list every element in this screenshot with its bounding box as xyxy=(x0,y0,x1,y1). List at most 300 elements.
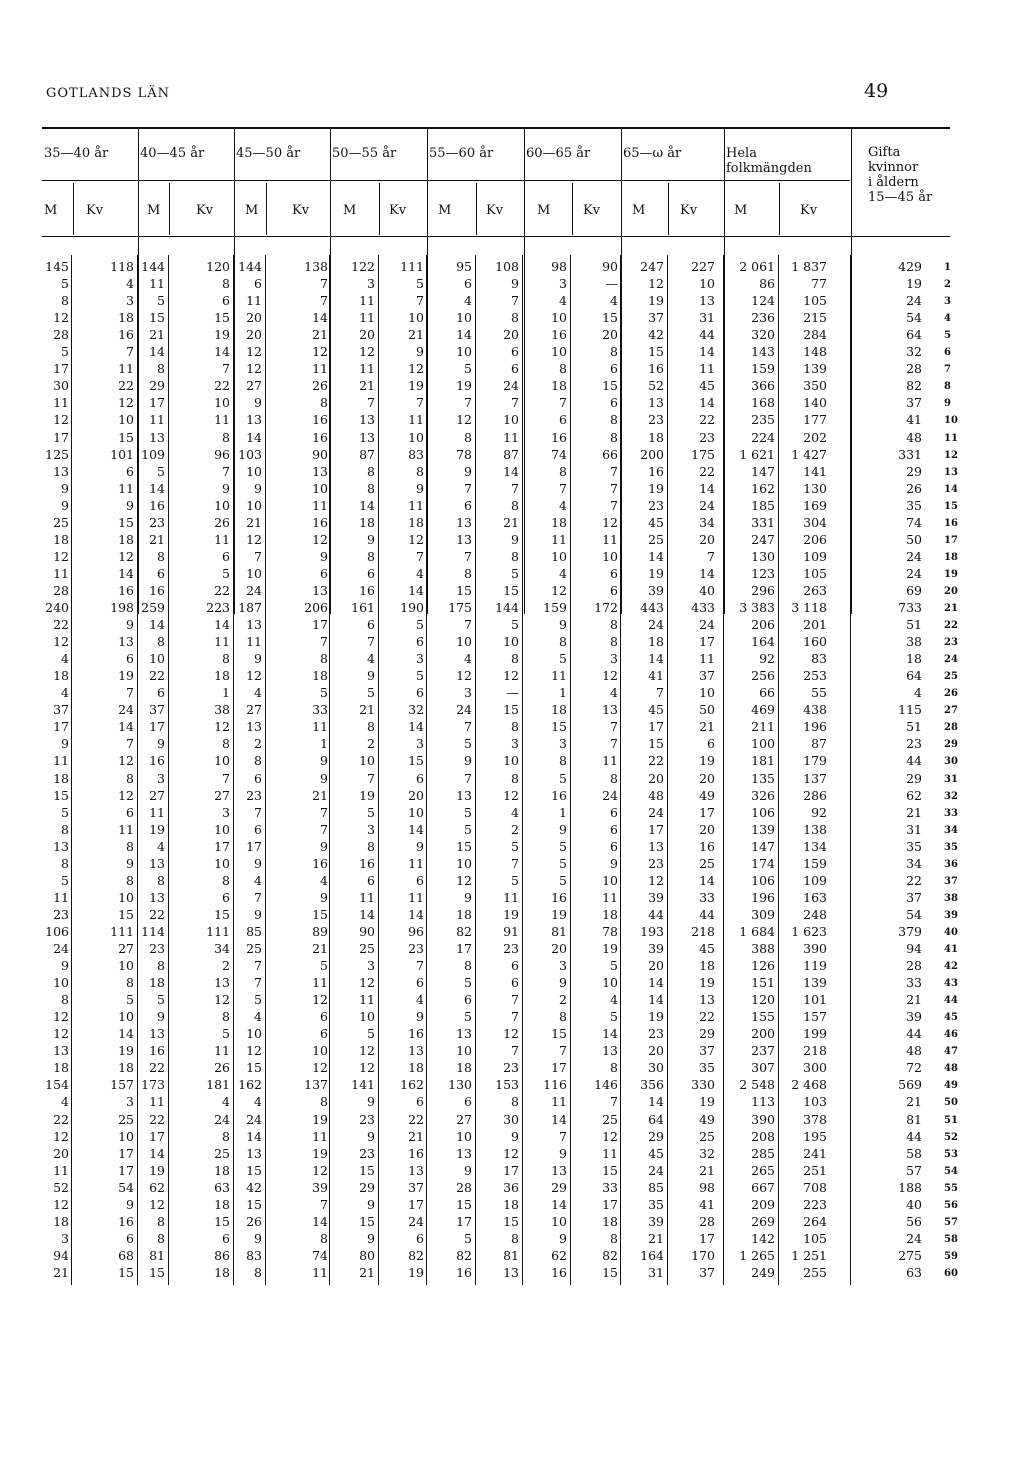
table-cell: 15 xyxy=(408,753,424,769)
table-cell: 87 xyxy=(811,736,827,752)
table-cell: 14 xyxy=(648,992,664,1008)
table-cell: 320 xyxy=(751,327,775,343)
table-cell: 16 xyxy=(149,582,165,598)
table-cell: 10 xyxy=(149,651,165,667)
table-cell: 307 xyxy=(751,1060,775,1076)
table-cell: 1 427 xyxy=(791,446,827,462)
table-cell: 29 xyxy=(906,463,922,479)
table-cell: 19 xyxy=(503,906,519,922)
table-cell: 16 xyxy=(551,429,567,445)
table-cell: 6 xyxy=(511,958,519,974)
table-cell: 6 xyxy=(367,565,375,581)
table-cell: 7 xyxy=(126,344,134,360)
table-cell: 8 xyxy=(157,1230,165,1246)
table-cell: 12 xyxy=(503,1026,519,1042)
table-cell: 19 xyxy=(118,1043,134,1059)
table-cell: 19 xyxy=(149,821,165,837)
table-cell: 14 xyxy=(648,548,664,564)
table-cell: 157 xyxy=(803,1009,827,1025)
table-cell: 78 xyxy=(602,923,618,939)
subheader-kv: Kv xyxy=(486,203,504,218)
table-cell: 9 xyxy=(126,617,134,633)
table-cell: 9 xyxy=(464,463,472,479)
table-cell: 27 xyxy=(118,941,134,956)
table-cell: 23 xyxy=(648,1026,664,1042)
table-cell: 16 xyxy=(312,514,328,530)
table-cell: 10 xyxy=(214,395,230,411)
table-cell: 6 xyxy=(254,276,262,292)
table-cell: 14 xyxy=(503,463,519,479)
table-cell: 8 xyxy=(511,651,519,667)
table-cell: 10 xyxy=(246,1026,262,1042)
table-cell: 10 xyxy=(456,634,472,650)
table-cell: 6 xyxy=(610,821,618,837)
table-cell: 12 xyxy=(503,668,519,684)
table-cell: 12 xyxy=(312,1162,328,1178)
table-cell: 16 xyxy=(149,1043,165,1059)
table-cell: 12 xyxy=(456,872,472,888)
table-cell: 30 xyxy=(648,1060,664,1076)
table-cell: 37 xyxy=(53,702,69,718)
table-cell: 83 xyxy=(408,446,424,462)
table-cell: 9 xyxy=(416,480,424,496)
table-cell: 265 xyxy=(751,1162,775,1178)
table-cell: 11 xyxy=(503,889,519,905)
table-cell: 5 xyxy=(157,463,165,479)
table-cell: 3 383 xyxy=(739,600,775,615)
table-cell: 2 468 xyxy=(791,1077,827,1093)
table-cell: 10 xyxy=(456,310,472,326)
age-label: 28 xyxy=(944,722,958,734)
table-cell: 331 xyxy=(751,514,775,530)
table-cell: 3 118 xyxy=(791,600,827,615)
table-cell: 7 xyxy=(416,293,424,309)
table-cell: 44 xyxy=(699,906,715,922)
age-label: 25 xyxy=(944,671,958,683)
table-cell: 13 xyxy=(503,1264,519,1280)
table-cell: 6 xyxy=(157,565,165,581)
table-cell: 208 xyxy=(751,1128,775,1144)
table-cell: 19 xyxy=(149,1162,165,1178)
table-cell: 23 xyxy=(149,941,165,956)
table-cell: 4 xyxy=(559,293,567,309)
table-cell: 11 xyxy=(53,395,69,411)
body-column-rule xyxy=(850,255,851,1285)
table-cell: 7 xyxy=(320,1196,328,1212)
table-cell: 9 xyxy=(254,855,262,871)
table-cell: 708 xyxy=(803,1179,827,1195)
table-cell: 175 xyxy=(448,600,472,615)
table-cell: 10 xyxy=(246,497,262,513)
table-cell: 7 xyxy=(559,1128,567,1144)
table-cell: 28 xyxy=(699,1213,715,1229)
table-cell: 23 xyxy=(359,1145,375,1161)
table-cell: 13 xyxy=(53,463,69,479)
table-cell: 109 xyxy=(803,872,827,888)
table-cell: 15 xyxy=(118,429,134,445)
table-cell: 179 xyxy=(803,753,827,769)
body-column-rule xyxy=(329,255,330,1285)
table-cell: 31 xyxy=(648,1264,664,1280)
table-cell: 5 xyxy=(320,685,328,701)
table-cell: 6 xyxy=(222,293,230,309)
table-cell: 14 xyxy=(699,872,715,888)
age-label: 60 xyxy=(944,1267,958,1279)
table-cell: 8 xyxy=(157,958,165,974)
table-cell: 41 xyxy=(699,1196,715,1212)
table-cell: 86 xyxy=(759,276,775,292)
body-column-rule xyxy=(570,255,571,1285)
table-cell: 11 xyxy=(602,1145,618,1161)
table-cell: 22 xyxy=(149,668,165,684)
table-cell: 32 xyxy=(408,702,424,718)
table-cell: 30 xyxy=(53,378,69,394)
table-cell: 10 xyxy=(246,565,262,581)
table-cell: 12 xyxy=(214,719,230,735)
table-cell: 74 xyxy=(906,514,922,530)
table-cell: 390 xyxy=(803,941,827,956)
table-cell: 13 xyxy=(312,582,328,598)
table-cell: 11 xyxy=(408,497,424,513)
table-cell: 17 xyxy=(53,719,69,735)
table-cell: 23 xyxy=(53,906,69,922)
table-cell: 13 xyxy=(246,1145,262,1161)
table-cell: 10 xyxy=(214,821,230,837)
table-cell: 168 xyxy=(751,395,775,411)
table-cell: 21 xyxy=(906,1094,922,1110)
table-cell: 45 xyxy=(648,702,664,718)
table-cell: 11 xyxy=(359,310,375,326)
table-cell: 15 xyxy=(602,1162,618,1178)
group-header-3: 45—50 år xyxy=(236,146,301,161)
table-cell: 7 xyxy=(610,480,618,496)
table-cell: 25 xyxy=(699,1128,715,1144)
table-cell: 9 xyxy=(254,480,262,496)
table-cell: 87 xyxy=(359,446,375,462)
table-cell: 17 xyxy=(118,1145,134,1161)
table-cell: 9 xyxy=(126,497,134,513)
table-cell: 13 xyxy=(456,1145,472,1161)
table-cell: 31 xyxy=(699,310,715,326)
table-cell: 1 265 xyxy=(739,1247,775,1263)
table-cell: 8 xyxy=(511,770,519,786)
table-cell: 263 xyxy=(803,582,827,598)
table-cell: 16 xyxy=(118,327,134,343)
table-cell: 92 xyxy=(759,651,775,667)
table-cell: 20 xyxy=(53,1145,69,1161)
table-cell: 39 xyxy=(648,941,664,956)
table-cell: 8 xyxy=(610,1060,618,1076)
table-cell: 14 xyxy=(408,582,424,598)
table-cell: 18 xyxy=(53,531,69,547)
table-cell: 17 xyxy=(602,1196,618,1212)
table-cell: 96 xyxy=(408,923,424,939)
table-cell: 57 xyxy=(906,1162,922,1178)
table-cell: 15 xyxy=(456,1196,472,1212)
table-cell: 105 xyxy=(803,293,827,309)
table-cell: 6 xyxy=(320,1026,328,1042)
table-cell: 19 xyxy=(312,1111,328,1127)
table-cell: 77 xyxy=(811,276,827,292)
table-cell: 16 xyxy=(648,463,664,479)
subcolumn-divider xyxy=(668,183,669,235)
table-cell: 10 xyxy=(408,804,424,820)
table-cell: 1 623 xyxy=(791,923,827,939)
table-cell: 6 xyxy=(254,770,262,786)
table-cell: 24 xyxy=(246,582,262,598)
age-label: 47 xyxy=(944,1046,958,1058)
table-cell: 3 xyxy=(126,1094,134,1110)
table-cell: 23 xyxy=(503,1060,519,1076)
table-cell: 7 xyxy=(464,617,472,633)
table-cell: 14 xyxy=(551,1111,567,1127)
table-cell: 94 xyxy=(906,941,922,956)
table-cell: 17 xyxy=(699,634,715,650)
table-cell: 37 xyxy=(408,1179,424,1195)
table-cell: 12 xyxy=(149,1196,165,1212)
gifta-kvinnor-header xyxy=(868,145,932,205)
age-label: 6 xyxy=(944,347,951,359)
table-cell: 22 xyxy=(118,378,134,394)
column-divider xyxy=(851,128,852,614)
table-cell: 1 621 xyxy=(739,446,775,462)
table-cell: 48 xyxy=(648,787,664,803)
table-cell: 124 xyxy=(751,293,775,309)
table-cell: 10 xyxy=(214,497,230,513)
table-cell: 24 xyxy=(648,1162,664,1178)
table-cell: 9 xyxy=(157,736,165,752)
table-cell: 28 xyxy=(53,327,69,343)
table-cell: 24 xyxy=(699,617,715,633)
table-cell: 13 xyxy=(118,634,134,650)
table-cell: 12 xyxy=(551,582,567,598)
table-cell: 11 xyxy=(53,565,69,581)
table-cell: 6 xyxy=(610,395,618,411)
table-cell: 6 xyxy=(707,736,715,752)
table-cell: 5 xyxy=(61,276,69,292)
table-cell: 175 xyxy=(691,446,715,462)
table-cell: 23 xyxy=(648,412,664,428)
table-cell: 19 xyxy=(551,906,567,922)
table-cell: 14 xyxy=(456,327,472,343)
table-cell: 9 xyxy=(367,1128,375,1144)
table-cell: 6 xyxy=(416,770,424,786)
table-cell: 7 xyxy=(610,736,618,752)
table-cell: 15 xyxy=(456,582,472,598)
table-cell: 18 xyxy=(53,770,69,786)
table-cell: 215 xyxy=(803,310,827,326)
table-cell: 198 xyxy=(110,600,134,615)
table-cell: 9 xyxy=(559,1230,567,1246)
table-cell: 379 xyxy=(898,923,922,939)
table-cell: 19 xyxy=(906,276,922,292)
table-cell: 23 xyxy=(246,787,262,803)
table-cell: 13 xyxy=(408,1043,424,1059)
table-cell: 7 xyxy=(610,1094,618,1110)
table-cell: 7 xyxy=(464,395,472,411)
table-cell: 201 xyxy=(803,617,827,633)
table-cell: 12 xyxy=(602,1128,618,1144)
table-cell: 14 xyxy=(699,395,715,411)
table-cell: 10 xyxy=(246,463,262,479)
table-cell: 94 xyxy=(53,1247,69,1263)
age-label: 46 xyxy=(944,1029,958,1041)
table-cell: 5 xyxy=(367,685,375,701)
table-cell: 16 xyxy=(359,582,375,598)
table-cell: 52 xyxy=(53,1179,69,1195)
table-cell: 14 xyxy=(648,1094,664,1110)
table-cell: 24 xyxy=(456,702,472,718)
table-cell: 223 xyxy=(803,1196,827,1212)
table-cell: 10 xyxy=(551,344,567,360)
table-cell: 8 xyxy=(222,736,230,752)
age-label: 4 xyxy=(944,313,951,325)
table-cell: 10 xyxy=(503,412,519,428)
table-cell: 5 xyxy=(511,838,519,854)
table-cell: 74 xyxy=(551,446,567,462)
table-cell: 19 xyxy=(359,787,375,803)
table-cell: 160 xyxy=(803,634,827,650)
table-cell: 147 xyxy=(751,463,775,479)
table-cell: 142 xyxy=(751,1230,775,1246)
table-cell: 177 xyxy=(803,412,827,428)
table-cell: 25 xyxy=(648,531,664,547)
table-cell: 22 xyxy=(408,1111,424,1127)
table-cell: 155 xyxy=(751,1009,775,1025)
table-cell: 44 xyxy=(906,1128,922,1144)
table-cell: 23 xyxy=(408,941,424,956)
age-label: 21 xyxy=(944,603,958,614)
table-cell: 26 xyxy=(214,514,230,530)
table-cell: 8 xyxy=(511,1230,519,1246)
table-cell: 7 xyxy=(254,804,262,820)
table-cell: 23 xyxy=(906,736,922,752)
table-cell: 25 xyxy=(359,941,375,956)
table-cell: 21 xyxy=(648,1230,664,1246)
table-cell: 22 xyxy=(699,463,715,479)
table-cell: 130 xyxy=(751,548,775,564)
table-cell: 7 xyxy=(464,548,472,564)
table-cell: 11 xyxy=(312,1264,328,1280)
table-cell: 8 xyxy=(157,548,165,564)
table-cell: 6 xyxy=(367,617,375,633)
table-cell: 1 251 xyxy=(791,1247,827,1263)
table-cell: 14 xyxy=(359,906,375,922)
table-cell: 17 xyxy=(699,1230,715,1246)
table-cell: 10 xyxy=(503,753,519,769)
table-cell: 16 xyxy=(551,787,567,803)
subheader-kv: Kv xyxy=(389,203,407,218)
table-cell: 28 xyxy=(456,1179,472,1195)
table-cell: 6 xyxy=(416,1094,424,1110)
table-cell: 81 xyxy=(149,1247,165,1263)
table-cell: 15 xyxy=(359,1213,375,1229)
table-cell: 667 xyxy=(751,1179,775,1195)
table-cell: 253 xyxy=(803,668,827,684)
table-cell: 19 xyxy=(602,941,618,956)
table-cell: 26 xyxy=(214,1060,230,1076)
table-cell: 25 xyxy=(699,855,715,871)
table-cell: 29 xyxy=(149,378,165,394)
table-cell: 264 xyxy=(803,1213,827,1229)
table-cell: 443 xyxy=(640,600,664,615)
table-cell: 14 xyxy=(699,565,715,581)
table-cell: 9 xyxy=(254,906,262,922)
table-cell: 7 xyxy=(511,293,519,309)
table-cell: 10 xyxy=(118,889,134,905)
table-cell: 12 xyxy=(53,634,69,650)
table-cell: 154 xyxy=(45,1077,69,1093)
table-cell: 5 xyxy=(559,651,567,667)
table-cell: 7 xyxy=(367,634,375,650)
table-cell: 5 xyxy=(464,804,472,820)
table-cell: 12 xyxy=(408,361,424,377)
table-cell: 17 xyxy=(149,1128,165,1144)
table-cell: 3 xyxy=(464,685,472,701)
table-cell: 6 xyxy=(320,1009,328,1025)
table-cell: 109 xyxy=(141,446,165,462)
table-cell: 4 xyxy=(416,992,424,1008)
table-cell: 8 xyxy=(157,361,165,377)
table-cell: 90 xyxy=(602,259,618,274)
age-label: 53 xyxy=(944,1148,958,1160)
table-cell: 284 xyxy=(803,327,827,343)
table-cell: 6 xyxy=(416,975,424,991)
table-cell: 5 xyxy=(61,804,69,820)
table-cell: 17 xyxy=(214,838,230,854)
table-cell: 14 xyxy=(551,1196,567,1212)
table-cell: 11 xyxy=(699,361,715,377)
table-cell: 4 xyxy=(254,685,262,701)
table-cell: 3 xyxy=(559,276,567,292)
table-cell: 12 xyxy=(312,531,328,547)
table-cell: 11 xyxy=(312,497,328,513)
table-cell: 4 xyxy=(126,276,134,292)
table-cell: 8 xyxy=(416,463,424,479)
table-cell: 286 xyxy=(803,787,827,803)
table-cell: 23 xyxy=(648,497,664,513)
table-cell: 106 xyxy=(751,872,775,888)
table-cell: 12 xyxy=(246,361,262,377)
table-cell: 12 xyxy=(359,975,375,991)
table-cell: 48 xyxy=(906,429,922,445)
table-cell: 25 xyxy=(118,1111,134,1127)
table-cell: 256 xyxy=(751,668,775,684)
table-cell: 309 xyxy=(751,906,775,922)
table-cell: 120 xyxy=(206,259,230,274)
table-cell: 6 xyxy=(222,889,230,905)
table-cell: 9 xyxy=(254,651,262,667)
table-cell: 433 xyxy=(691,600,715,615)
table-cell: 18 xyxy=(602,906,618,922)
table-cell: 11 xyxy=(699,651,715,667)
table-cell: 7 xyxy=(416,548,424,564)
table-cell: 8 xyxy=(367,838,375,854)
table-cell: 139 xyxy=(751,821,775,837)
table-cell: 125 xyxy=(45,446,69,462)
table-cell: 6 xyxy=(416,685,424,701)
table-cell: 5 xyxy=(157,992,165,1008)
table-cell: 25 xyxy=(214,1145,230,1161)
table-cell: 4 xyxy=(416,565,424,581)
table-cell: 101 xyxy=(110,446,134,462)
table-cell: 13 xyxy=(149,429,165,445)
table-cell: 4 xyxy=(61,651,69,667)
table-cell: 6 xyxy=(254,821,262,837)
table-cell: 20 xyxy=(551,941,567,956)
table-cell: 35 xyxy=(699,1060,715,1076)
table-cell: 11 xyxy=(408,889,424,905)
